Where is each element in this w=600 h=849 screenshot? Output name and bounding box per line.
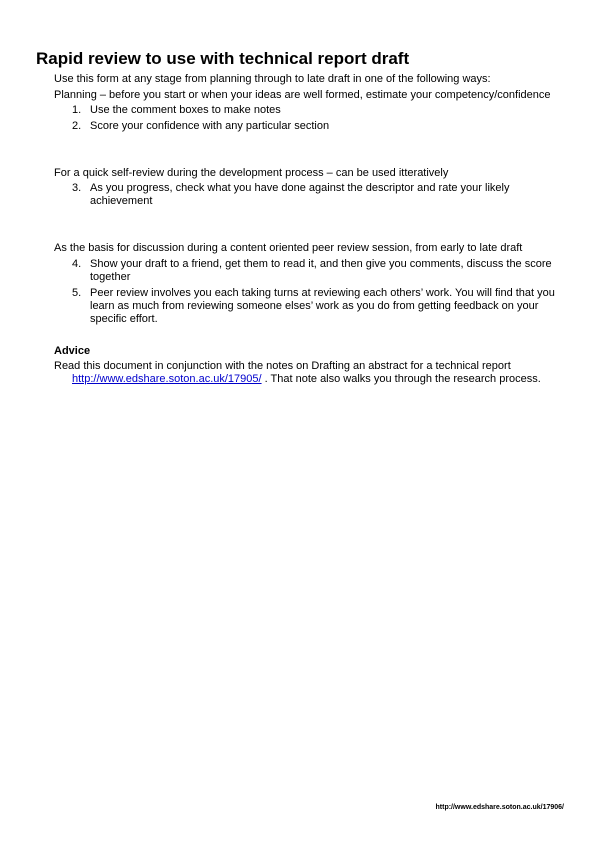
peer-review-basis-text: As the basis for discussion during a content oriented peer review session, from early to late draft bbox=[54, 242, 523, 254]
page-title: Rapid review to use with technical report draft bbox=[36, 49, 410, 68]
advice-text: Read this document in conjunction with the notes on Drafting an abstract for a technical report bbox=[54, 360, 511, 372]
list-text: Peer review involves you each taking turns at reviewing each others’ work. You will find that you learn as much from reviewing someone elses’ work as you do from getting feedback on your specific effort. bbox=[90, 287, 555, 325]
list-item bbox=[72, 258, 564, 284]
list-item bbox=[72, 287, 564, 326]
list-item bbox=[72, 120, 572, 133]
advice-heading: Advice bbox=[54, 345, 91, 357]
edshare-17905-link[interactable]: http://www.edshare.soton.ac.uk/17905/ bbox=[72, 373, 262, 385]
planning-text: Planning – before you start or when your ideas are well formed, estimate your competency/confidence bbox=[54, 89, 551, 101]
list-text: Show your draft to a friend, get them to read it, and then give you comments, discuss the score together bbox=[90, 258, 552, 283]
list-number: 4. bbox=[72, 258, 82, 270]
list-text: Use the comment boxes to make notes bbox=[90, 104, 281, 116]
list-number: 5. bbox=[72, 287, 82, 299]
footer-url: http://www.edshare.soton.ac.uk/17906/ bbox=[435, 804, 564, 811]
list-item bbox=[72, 182, 552, 208]
advice-line bbox=[54, 373, 564, 386]
list-number: 2. bbox=[72, 120, 82, 132]
list-number: 1. bbox=[72, 104, 82, 116]
list-text: Score your confidence with any particular section bbox=[90, 120, 330, 132]
advice-paragraph bbox=[54, 360, 564, 386]
advice-text-after: . That note also walks you through the research process. bbox=[261, 373, 541, 385]
list-item bbox=[72, 104, 572, 117]
list-number: 3. bbox=[72, 182, 82, 194]
self-review-text: For a quick self-review during the development process – can be used itteratively bbox=[54, 167, 449, 179]
intro-text: Use this form at any stage from planning through to late draft in one of the following ways: bbox=[54, 73, 491, 85]
list-text: As you progress, check what you have done against the descriptor and rate your likely achievement bbox=[90, 182, 510, 207]
